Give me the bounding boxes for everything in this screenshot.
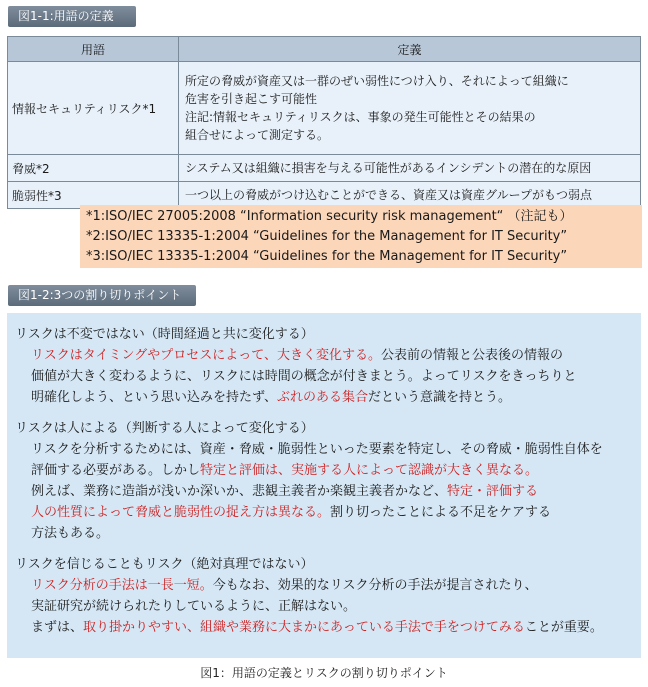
- section-body: [15, 439, 633, 544]
- body-text: だという意識を持とう。: [367, 390, 511, 405]
- table-row: [8, 155, 641, 182]
- highlighted-text: リスクはタイミングやプロセスによって、大きく変化する。: [31, 348, 381, 363]
- reference-note: *3:ISO/IEC 13335-1:2004 “Guidelines for the Management for IT Security”: [86, 249, 568, 264]
- highlighted-text: ぶれのある集合: [276, 390, 368, 405]
- table-row: [8, 62, 641, 155]
- body-text: ことが重要。: [524, 620, 603, 635]
- figure-caption: 図1：用語の定義とリスクの割り切りポイント: [200, 666, 448, 680]
- definition-cell: [179, 155, 641, 182]
- risk-point-section: [15, 418, 633, 544]
- section-body: [15, 345, 633, 408]
- reference-note: *1:ISO/IEC 27005:2008 “Information security risk management“ （注記も）: [86, 209, 573, 224]
- body-line: [31, 575, 633, 596]
- highlighted-text: 人の性質によって脅威と脆弱性の捉え方は異なる。: [31, 505, 331, 520]
- highlighted-text: 特定と評価は、実施する人によって認識が大きく異なる。: [200, 463, 539, 478]
- definition-cell: [179, 62, 641, 155]
- definition-line: 所定の脅威が資産又は一群のぜい弱性につけ入り、それによって組織に: [185, 74, 569, 88]
- figure-1-tag: 図1-1:用語の定義: [8, 6, 136, 27]
- section-title: リスクは不変ではない（時間経過と共に変化する）: [15, 327, 314, 342]
- term-cell: 脆弱性*3: [8, 182, 179, 209]
- body-line: [31, 366, 633, 387]
- body-text: 評価する必要がある。しかし: [31, 463, 201, 478]
- body-line: [31, 596, 633, 617]
- definition-line: 危害を引き起こす可能性: [185, 92, 318, 106]
- term-cell: 脅威*2: [8, 155, 179, 182]
- body-text: 例えば、業務に造詣が浅いか深いか、悲観主義者か楽観主義者かなど、: [31, 484, 448, 499]
- body-line: [31, 523, 633, 544]
- term-cell: 情報セキュリティリスク*1: [8, 62, 179, 155]
- body-line: [31, 439, 633, 460]
- risk-point-section: [15, 324, 633, 408]
- risk-point-section: [15, 554, 633, 638]
- header-term: 用語: [8, 37, 179, 62]
- body-text: 価値が大きく変わるように、リスクには時間の概念が付きまとう。よってリスクをきっちりと: [31, 369, 577, 384]
- table-header-row: [8, 37, 641, 62]
- body-text: 実証研究が続けられたりしているように、正解はない。: [31, 599, 357, 614]
- body-line: [31, 481, 633, 502]
- body-line: [31, 387, 633, 408]
- section-body: [15, 575, 633, 638]
- references-note-box: [80, 205, 642, 268]
- body-line: [31, 502, 633, 523]
- definition-line: システム又は組織に損害を与える可能性があるインシデントの潜在的な原因: [185, 161, 592, 175]
- body-line: [31, 460, 633, 481]
- body-text: 公表前の情報と公表後の情報の: [380, 348, 563, 363]
- section-title: リスクを信じることもリスク（絶対真理ではない）: [15, 557, 314, 572]
- body-text: 明確化しよう、という思い込みを持たず、: [31, 390, 277, 405]
- figure-2-tag: 図1-2:3つの割り切りポイント: [8, 285, 196, 306]
- section-title: リスクは人による（判断する人によって変化する）: [15, 421, 314, 436]
- definition-line: 注記:情報セキュリティリスクは、事象の発生可能性とその結果の: [185, 110, 536, 124]
- body-text: まずは、: [31, 620, 84, 635]
- highlighted-text: 取り掛かりやすい、組織や業務に大まかにあっている手法で手をつけてみる: [83, 620, 525, 635]
- body-text: 方法もある。: [31, 526, 110, 541]
- risk-points-panel: [7, 313, 641, 658]
- header-definition: 定義: [179, 37, 641, 62]
- definition-line: 一つ以上の脅威がつけ込むことができる、資産又は資産グループがもつ弱点: [185, 188, 593, 202]
- definition-line: 組合せによって測定する。: [185, 128, 330, 142]
- highlighted-text: リスク分析の手法は一長一短。: [31, 578, 213, 593]
- body-line: [31, 345, 633, 366]
- definitions-table: [7, 36, 641, 209]
- body-text: 今もなお、効果的なリスク分析の手法が提言されたり、: [212, 578, 538, 593]
- highlighted-text: 特定・評価する: [447, 484, 539, 499]
- reference-note: *2:ISO/IEC 13335-1:2004 “Guidelines for the Management for IT Security”: [86, 229, 568, 244]
- body-text: リスクを分析するためには、資産・脅威・脆弱性といった要素を特定し、その脅威・脆弱性自体を: [31, 442, 603, 457]
- body-line: [31, 617, 633, 638]
- body-text: 割り切ったことによる不足をケアする: [330, 505, 552, 520]
